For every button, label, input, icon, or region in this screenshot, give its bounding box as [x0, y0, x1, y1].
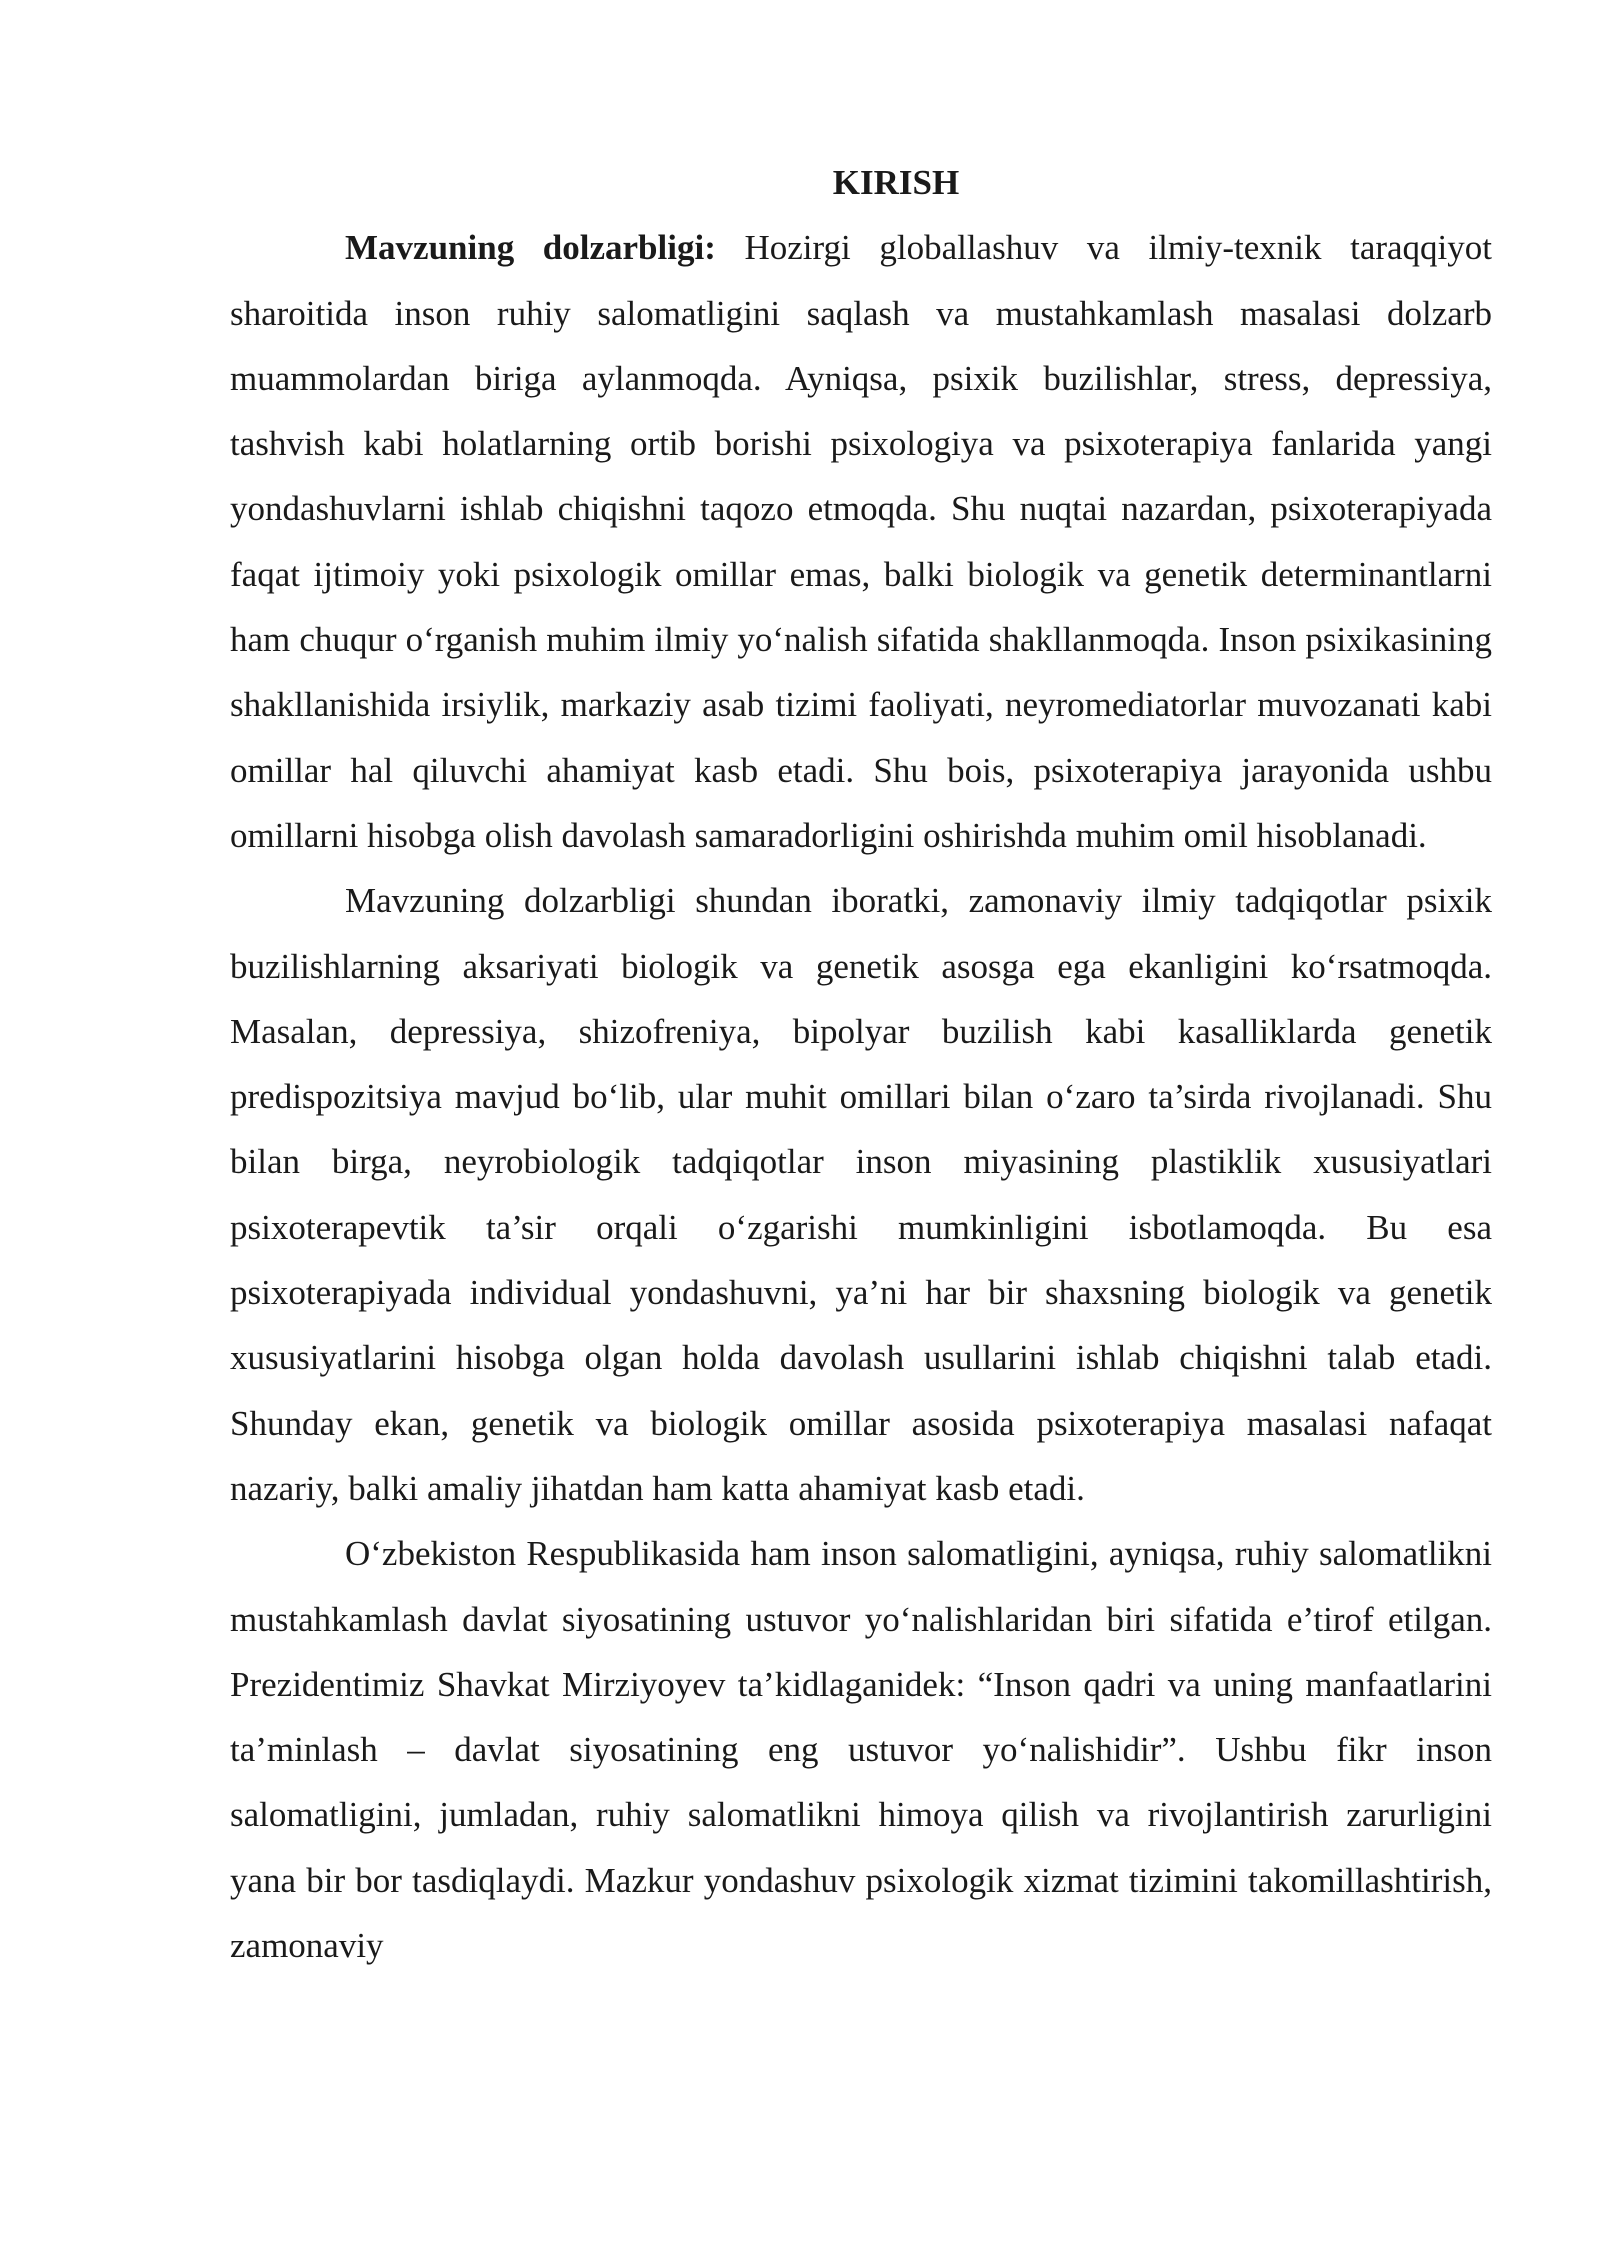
paragraph-3: O‘zbekiston Respublikasida ham inson salomatligini, ayniqsa, ruhiy salomatlikni mustahkamlash davlat siyosatining ustuvor yo‘nalishlaridan biri sifatida e’tirof etilgan. Prezidentimiz Shavkat Mirziyoyev ta’kidlaganidek: “Inson qadri va uning manfaatlarini ta’minlash – davlat siyosatining eng ustuvor yo‘nalishidir”. Ushbu fikr inson salomatligini, jumladan, ruhiy salomatlikni himoya qilish va rivojlantirish zarurligini yana bir bor tasdiqlaydi. Mazkur yondashuv psixologik xizmat tizimini takomillashtirish, zamonaviy	[230, 1534, 1492, 1966]
paragraph-1	[230, 215, 1492, 868]
paragraph-2: Mavzuning dolzarbligi shundan iboratki, zamonaviy ilmiy tadqiqotlar psixik buzilishlarning aksariyati biologik va genetik asosga ega ekanligini ko‘rsatmoqda. Masalan, depressiya, shizofreniya, bipolyar buzilish kabi kasalliklarda genetik predispozitsiya mavjud bo‘lib, ular muhit omillari bilan o‘zaro ta’sirda rivojlanadi. Shu bilan birga, neyrobiologik tadqiqotlar inson miyasining plastiklik xususiyatlari psixoterapevtik ta’sir orqali o‘zgarishi mumkinligini isbotlamoqda. Bu esa psixoterapiyada individual yondashuvni, ya’ni har bir shaxsning biologik va genetik xususiyatlarini hisobga olgan holda davolash usullarini ishlab chiqishni talab etadi. Shunday ekan, genetik va biologik omillar asosida psixoterapiya masalasi nafaqat nazariy, balki amaliy jihatdan ham katta ahamiyat kasb etadi.	[230, 881, 1492, 1508]
section-heading: KIRISH	[832, 163, 960, 202]
document-page	[230, 150, 1492, 1978]
paragraph-1-lead: Mavzuning dolzarbligi:	[345, 228, 716, 268]
paragraph-1-text: Hozirgi globallashuv va ilmiy-texnik taraqqiyot sharoitida inson ruhiy salomatligini saqlash va mustahkamlash masalasi dolzarb muammolardan biriga aylanmoqda. Ayniqsa, psixik buzilishlar, stress, depressiya, tashvish kabi holatlarning ortib borishi psixologiya va psixoterapiya fanlarida yangi yondashuvlarni ishlab chiqishni taqozo etmoqda. Shu nuqtai nazardan, psixoterapiyada faqat ijtimoiy yoki psixologik omillar emas, balki biologik va genetik determinantlarni ham chuqur o‘rganish muhim ilmiy yo‘nalish sifatida shakllanmoqda. Inson psixikasining shakllanishida irsiylik, markaziy asab tizimi faoliyati, neyromediatorlar muvozanati kabi omillar hal qiluvchi ahamiyat kasb etadi. Shu bois, psixoterapiya jarayonida ushbu omillarni hisobga olish davolash samaradorligini oshirishda muhim omil hisoblanadi.	[230, 228, 1492, 855]
